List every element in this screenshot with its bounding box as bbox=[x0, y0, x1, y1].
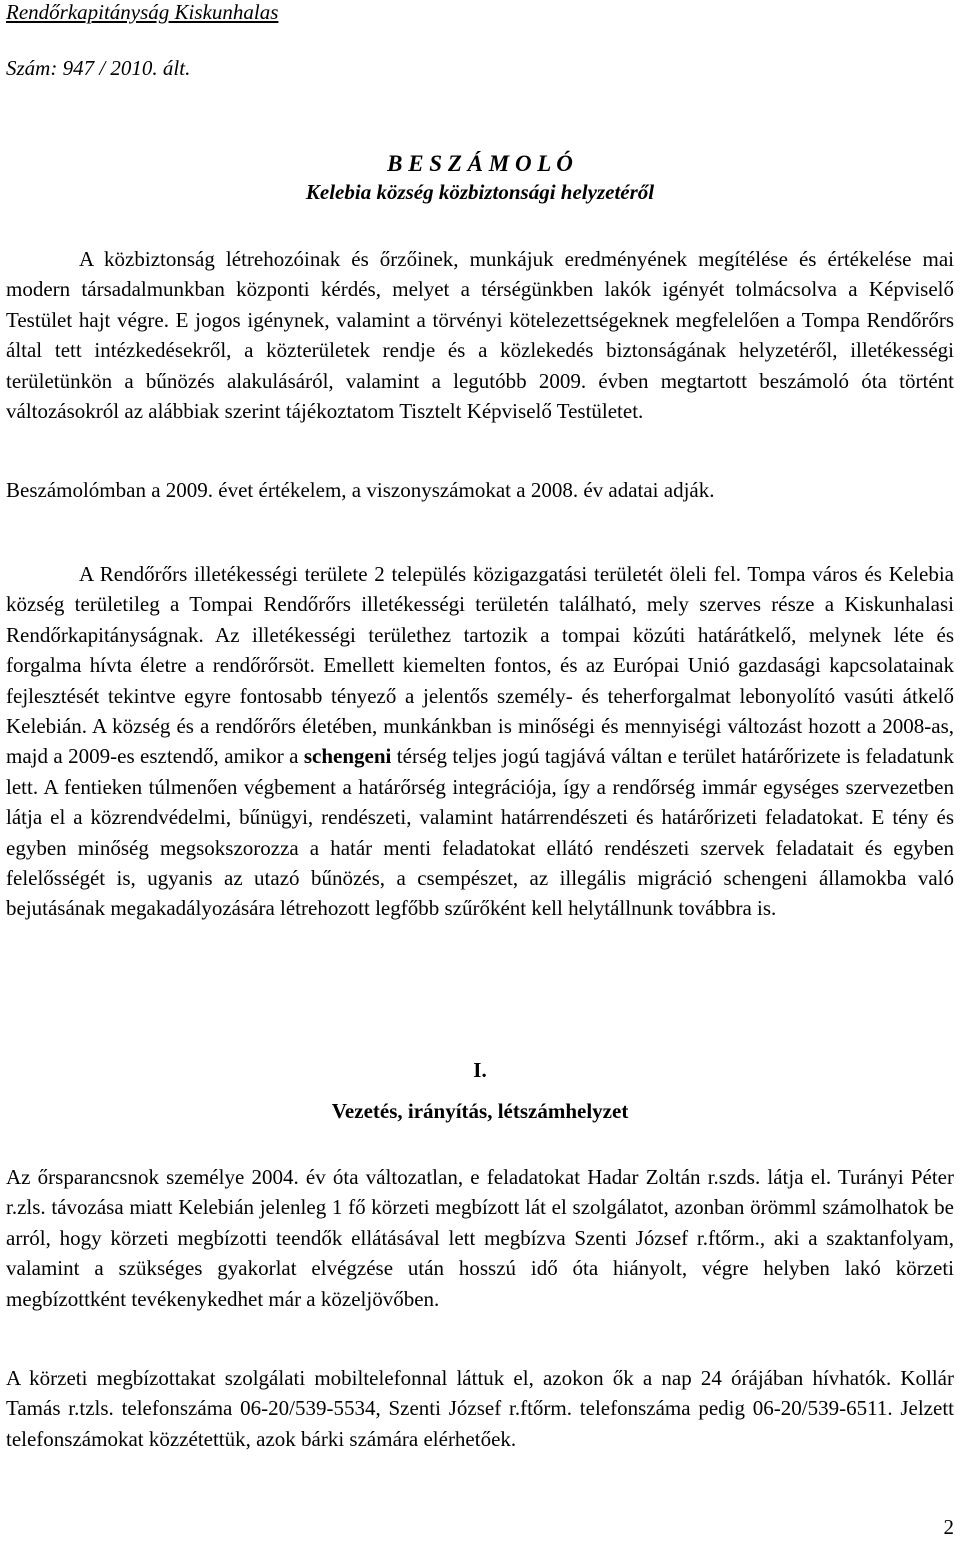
document-subtitle: Kelebia község közbiztonsági helyzetéről bbox=[305, 180, 655, 204]
organization-name: Rendőrkapitányság Kiskunhalas bbox=[6, 0, 279, 24]
jurisdiction-text-part-2: térség teljes jogú tagjává váltan e terület határőrizete is feladatunk lett. A fentieken túlmenően végbement a határőrség integrációja, így a rendőrség immár egységes szervezetben látja el a közrendvédelmi, bűnügyi, rendészeti, valamint határrendészeti és határőrizeti feladatokat. E tény és egyben minőség megsokszorozza a határ menti feladatokat ellátó rendészeti szervek feladatait és egyben felelősségét is, ugyanis az utazó bűnözés, a csempészet, az illegális migráció schengeni államokba való bejutásának megakadályozására létrehozott legfőbb szűrőként kell helytállnunk továbbra is. bbox=[6, 744, 955, 921]
section-number: I. bbox=[473, 1058, 487, 1082]
leadership-paragraph: Az őrsparancsnok személye 2004. év óta változatlan, e feladatokat Hadar Zoltán r.szds. látja el. Turányi Péter r.zls. távozása miatt Kelebián jelenleg 1 fő körzeti megbízott lát el szolgálatot, azonban örömml számolhatok be arról, hogy körzeti megbízotti teendők ellátásával lett megbízva Szenti József r.ftőrm., aki a szaktanfolyam, valamint a szükséges gyakorlat elvégzése után hosszú idő óta hiányolt, végre helyben lakó körzeti megbízottként tevékenykedhet már a közeljövőben. bbox=[6, 1165, 954, 1311]
document-number: Szám: 947 / 2010. ált. bbox=[6, 56, 191, 80]
phone-contacts-paragraph: A körzeti megbízottakat szolgálati mobiltelefonnal láttuk el, azokon ők a nap 24 órájában hívhatók. Kollár Tamás r.tzls. telefonszáma 06-20/539-5534, Szenti József r.ftőrm. telefonszáma pedig 06-20/539-6511. Jelzett telefonszámokat közzétettük, azok bárki számára elérhetőek. bbox=[6, 1366, 954, 1451]
page-number: 2 bbox=[943, 1515, 954, 1539]
evaluation-year-paragraph: Beszámolómban a 2009. évet értékelem, a viszonyszámokat a 2008. év adatai adják. bbox=[6, 478, 715, 502]
schengen-bold-word: schengeni bbox=[303, 744, 392, 769]
intro-paragraph: A közbiztonság létrehozóinak és őrzőinek, munkájuk eredményének megítélése és értékelése mai modern társadalmunkban központi kérdés, melyet a térségünkben lakók igényét tolmácsolva a Képviselő Testület hajt végre. E jogos igénynek, valamint a törvényi kötelezettségeknek megfelelően a Tompa Rendőrőrs által tett intézkedésekről, a közterületek rendje és a közlekedés biztonságának helyzetéről, illetékességi területünkön a bűnözés alakulásáról, valamint a legutóbb 2009. évben megtartott beszámoló óta történt változásokról az alábbiak szerint tájékoztatom Tisztelt Képviselő Testületet. bbox=[6, 247, 954, 424]
jurisdiction-text-part-1: A Rendőrőrs illetékességi területe 2 település közigazgatási területét öleli fel. Tompa város és Kelebia község területileg a Tompai Rendőrőrs illetékességi területén található, mely szerves része a Kiskunhalasi Rendőrkapitányságnak. Az illetékességi területhez tartozik a tompai közúti határátkelő, melynek léte és forgalma hívta életre a rendőrőrsöt. Emellett kiemelten fontos, és az Európai Unió gazdasági kapcsolatainak fejlesztését tekintve egyre fontosabb tényező a jelentős személy- és teherforgalmat lebonyolító vasúti átkelő Kelebián. A község és a rendőrőrs életében, munkánkban is minőségi és mennyiségi változást hozott a 2008-as, majd a 2009-es esztendő, amikor a bbox=[6, 562, 954, 769]
jurisdiction-paragraph bbox=[6, 559, 954, 924]
section-title: Vezetés, irányítás, létszámhelyzet bbox=[331, 1099, 629, 1123]
document-title: B E S Z Á M O L Ó bbox=[387, 151, 573, 176]
